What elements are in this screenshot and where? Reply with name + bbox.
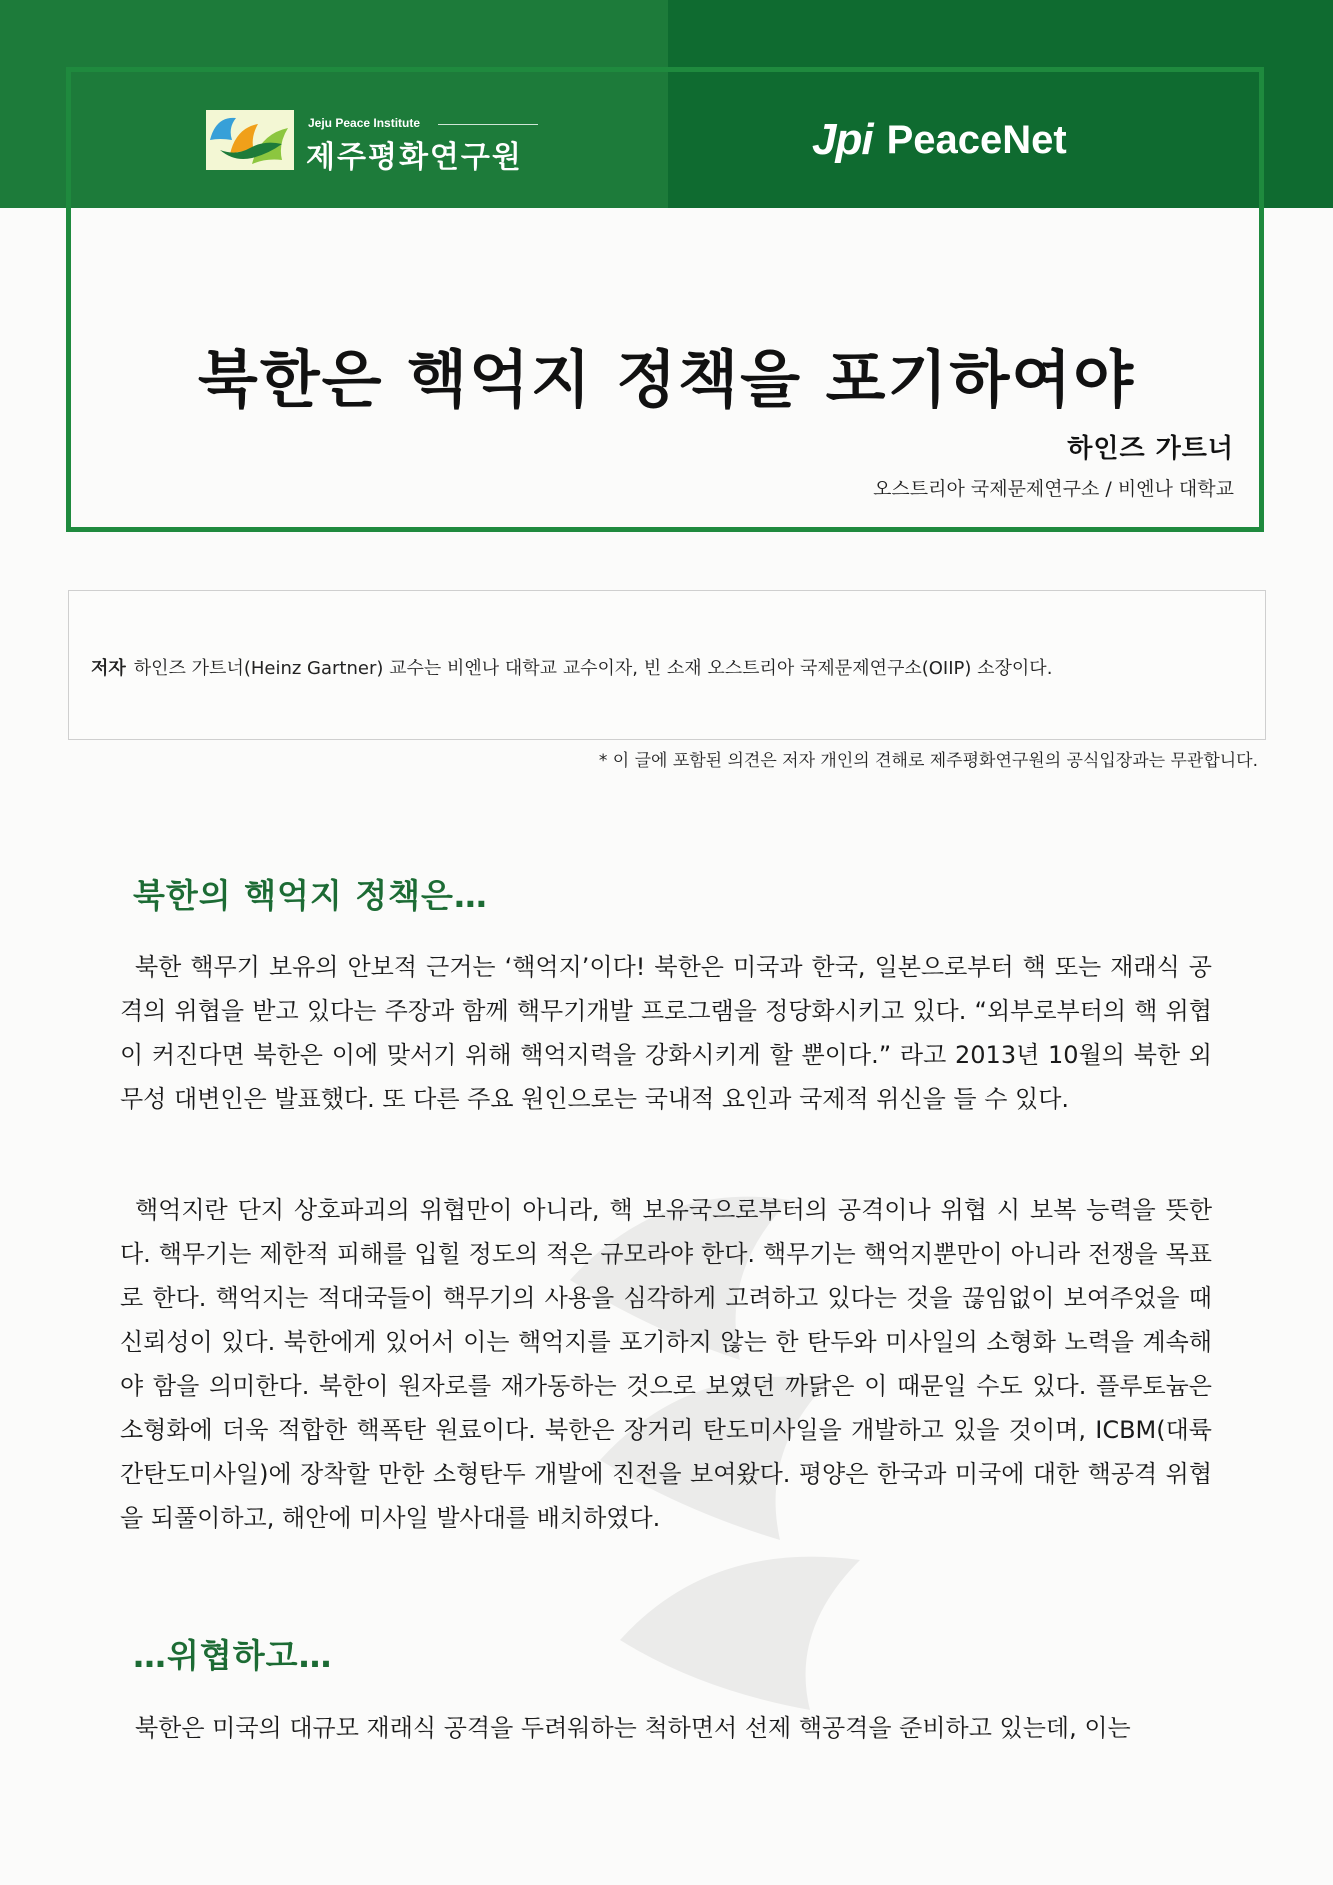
logo-korean-name: 제주평화연구원 (306, 140, 523, 175)
section-2-paragraph-1: 북한은 미국의 대규모 재래식 공격을 두려워하는 척하면서 선제 핵공격을 준비하고 있는데, 이는 (135, 1714, 1131, 1742)
author-info-text (91, 654, 1052, 680)
document-title: 북한은 핵억지 정책을 포기하여야 (197, 343, 1136, 416)
section-1-paragraph-2: 핵억지란 단지 상호파괴의 위협만이 아니라, 핵 보유국으로부터의 공격이나 위협 시 보복 능력을 뜻한다. 핵무기는 제한적 피해를 입힐 정도의 적은 규모라야 한다. 핵무기는 핵억지뿐만이 아니라 전쟁을 목표로 한다. 핵억지는 적대국들이 핵무기의 사용을 심각하게 고려하고 있다는 것을 끊임없이 보여주었을 때 신뢰성이 있다. 북한에게 있어서 이는 핵억지를 포기하지 않는 한 탄두와 미사일의 소형화 노력을 계속해야 함을 의미한다. 북한이 원자로를 재가동하는 것으로 보였던 까닭은 이 때문일 수도 있다. 플루토늄은 소형화에 더욱 적합한 핵폭탄 원료이다. 북한은 장거리 탄도미사일을 개발하고 있을 것이며, ICBM(대륙간탄도미사일)에 장착할 만한 소형탄두 개발에 진전을 보여왔다. 평양은 한국과 미국에 대한 핵공격 위협을 되풀이하고, 해안에 미사일 발사대를 배치하였다. (120, 1196, 1212, 1532)
section-1-paragraph-1: 북한 핵무기 보유의 안보적 근거는 ‘핵억지’이다! 북한은 미국과 한국, 일본으로부터 핵 또는 재래식 공격의 위협을 받고 있다는 주장과 함께 핵무기개발 프로그램을 정당화시키고 있다. “외부로부터의 핵 위협이 커진다면 북한은 이에 맞서기 위해 핵억지력을 강화시키게 할 뿐이다.” 라고 2013년 10월의 북한 외무성 대변인은 발표했다. 또 다른 주요 원인으로는 국내적 요인과 국제적 위신을 들 수 있다. (120, 953, 1212, 1113)
section-heading-2: …위협하고… (133, 1636, 333, 1675)
author-affiliation: 오스트리아 국제문제연구소 / 비엔나 대학교 (873, 478, 1234, 500)
author-name: 하인즈 가트너 (1067, 434, 1234, 464)
author-info-box (68, 590, 1266, 740)
peacenet-wordmark: PeaceNet (886, 117, 1067, 162)
author-info-body: 하인즈 가트너(Heinz Gartner) 교수는 비엔나 대학교 교수이자, 빈 소재 오스트리아 국제문제연구소(OIIP) 소장이다. (133, 658, 1053, 679)
disclaimer-note: * 이 글에 포함된 의견은 저자 개인의 견해로 제주평화연구원의 공식입장과는 무관합니다. (598, 751, 1258, 771)
author-info-label: 저자 (91, 658, 126, 679)
logo-english-name: Jeju Peace Institute (308, 116, 421, 130)
section-heading-1: 북한의 핵억지 정책은… (133, 876, 488, 915)
jpi-mark: Jpi (812, 115, 873, 164)
